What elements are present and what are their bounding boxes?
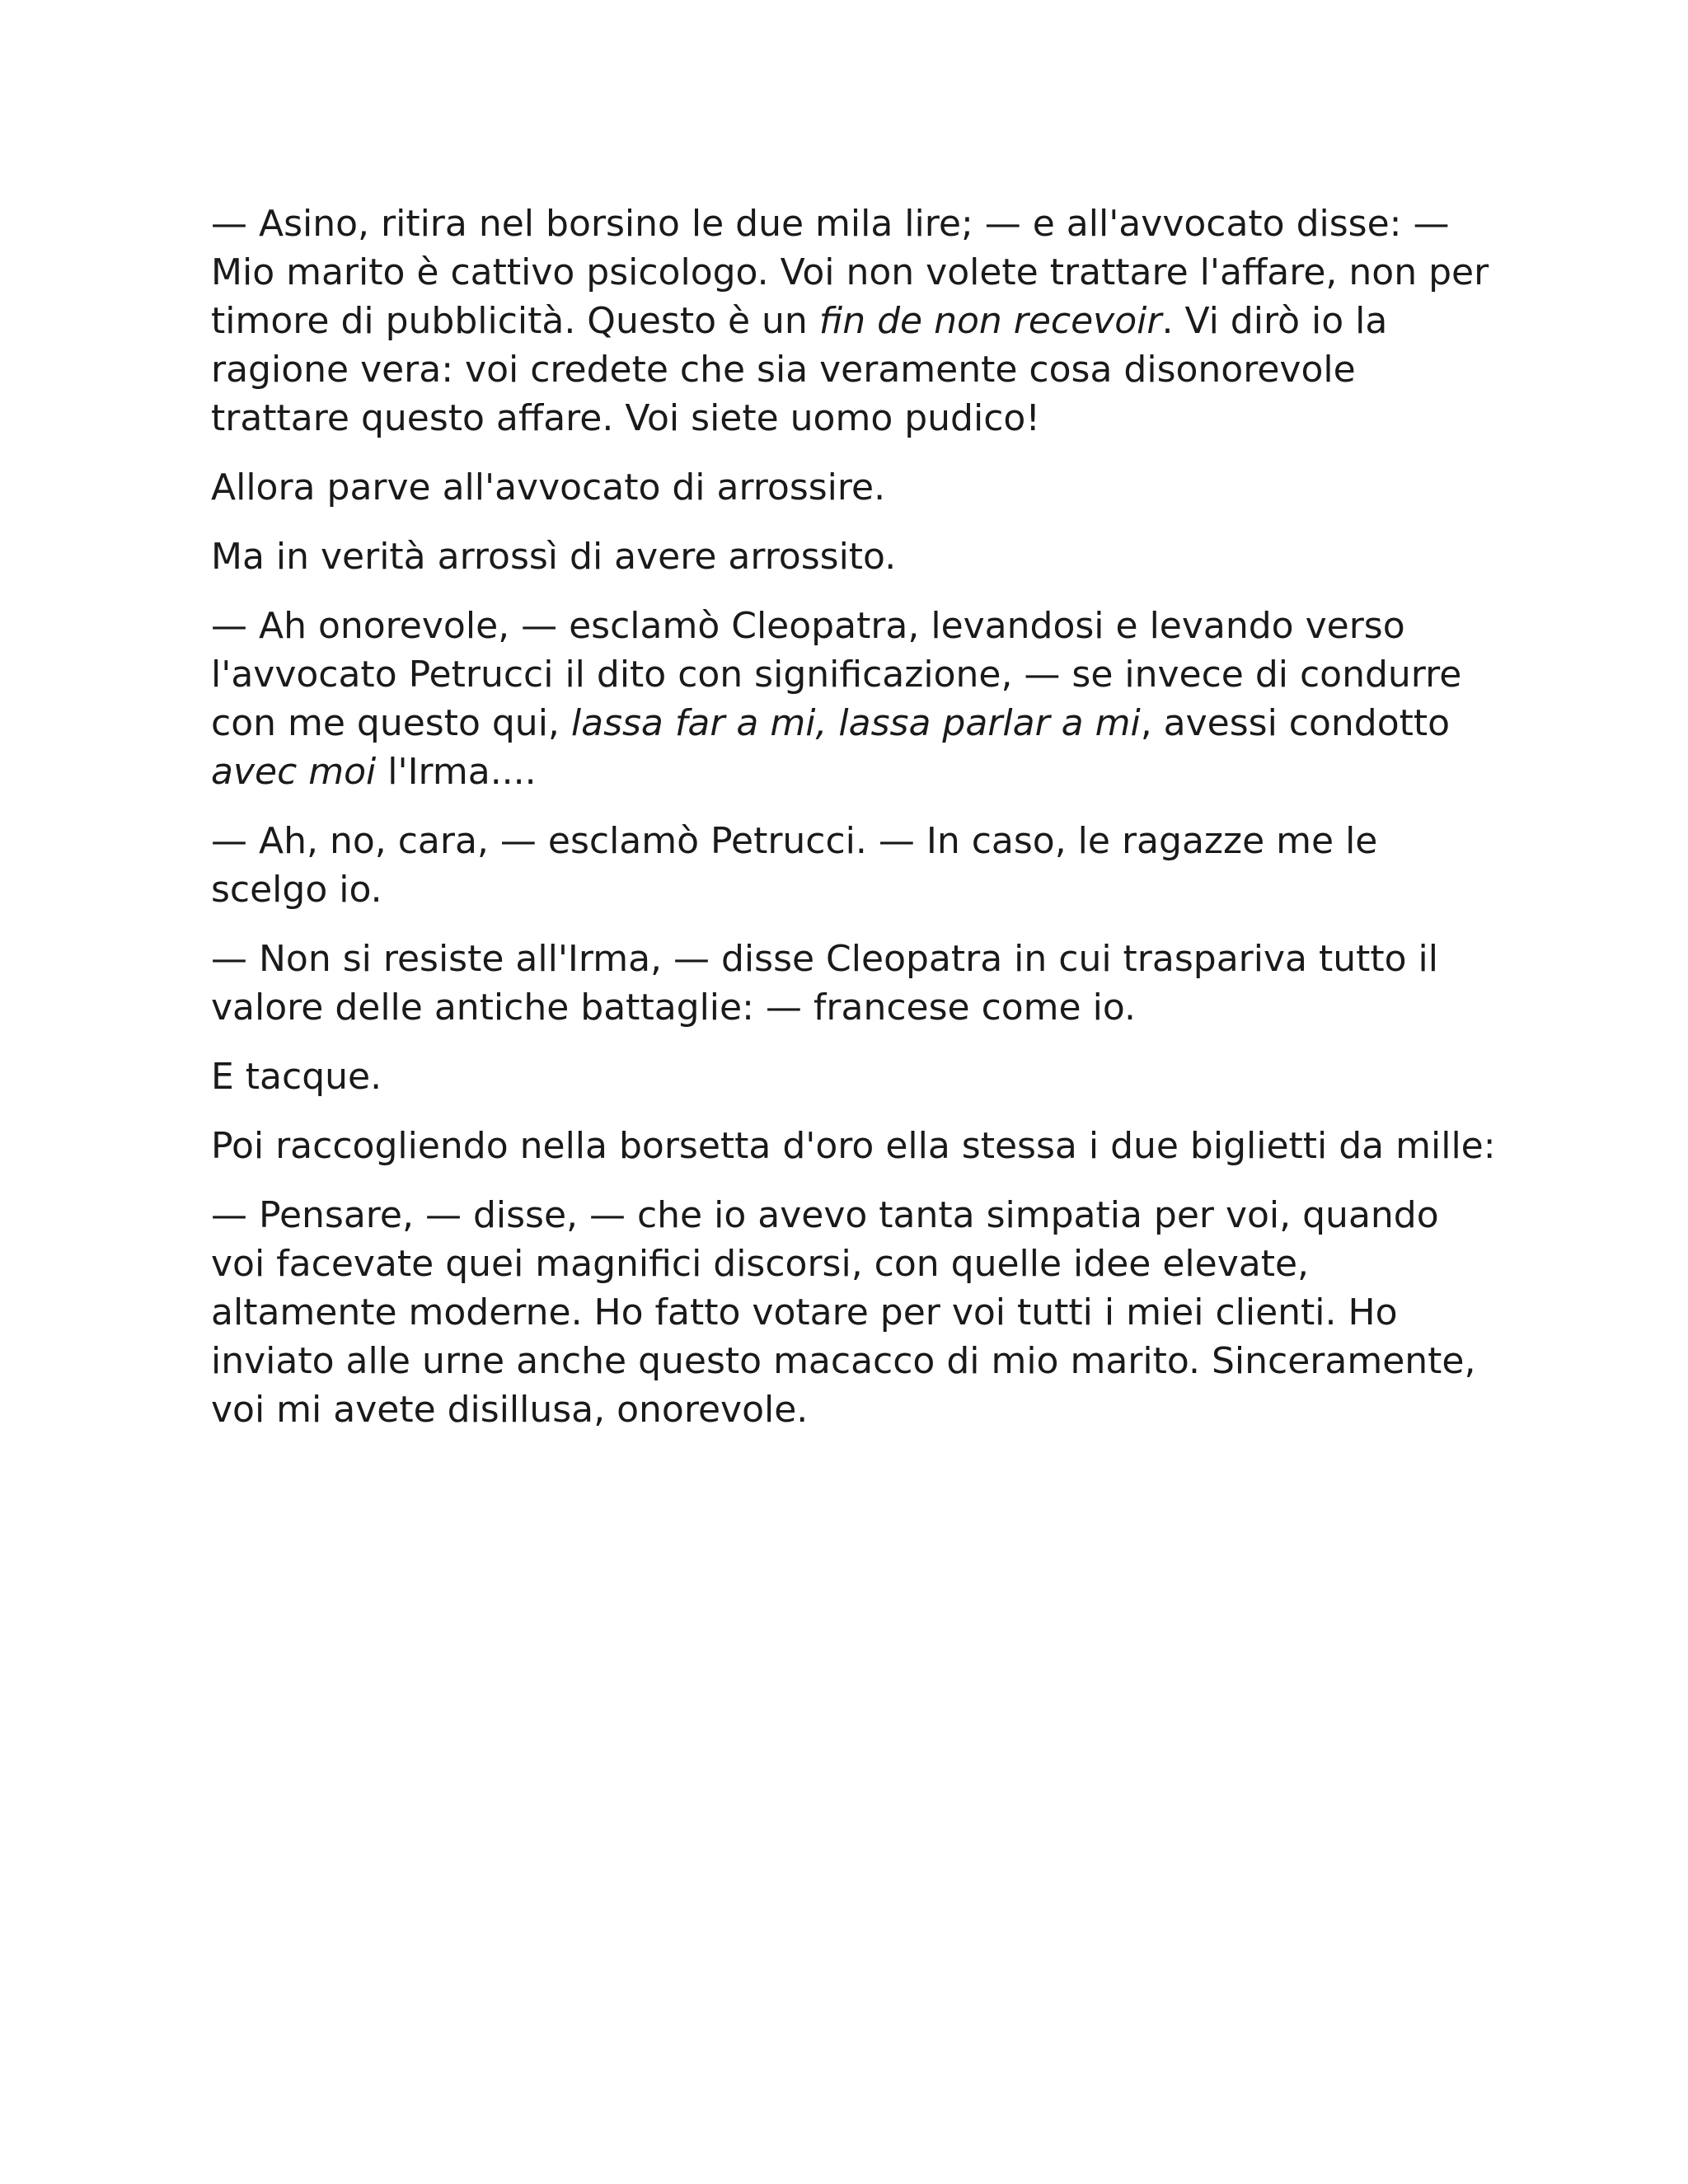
italic-text-run: avec moi: [211, 751, 377, 793]
text-run: Ma in verità arrossì di avere arrossito.: [211, 536, 897, 578]
text-run: Poi raccogliendo nella borsetta d'oro ella stessa i due biglietti da mille:: [211, 1125, 1496, 1167]
paragraph: [211, 199, 1497, 443]
text-run: — Ah, no, cara, — esclamò Petrucci. — In caso, le ragazze me le scelgo io.: [211, 820, 1378, 911]
text-run: — Non si resiste all'Irma, — disse Cleopatra in cui traspariva tutto il valore delle antiche battaglie: — francese come io.: [211, 938, 1438, 1029]
paragraph: [211, 1122, 1497, 1170]
text-run: Allora parve all'avvocato di arrossire.: [211, 466, 886, 509]
italic-text-run: lassa far a mi, lassa parlar a mi: [570, 702, 1141, 744]
text-run: l'Irma....: [376, 751, 537, 793]
paragraph: [211, 602, 1497, 796]
text-run: , avessi condotto: [1140, 702, 1451, 744]
text-run: E tacque.: [211, 1056, 382, 1098]
paragraph: [211, 935, 1497, 1032]
text-run: — Asino, ritira nel borsino le due mila lire; — e all'avvocato disse: — Mio marito è cattivo psicologo. Voi non volete trattare l'affare, non per timore di pubblicità. Questo è un: [211, 203, 1489, 342]
paragraph: [211, 463, 1497, 512]
body-text: [211, 199, 1497, 1455]
italic-text-run: fin de non recevoir: [818, 300, 1162, 342]
paragraph: [211, 817, 1497, 914]
text-run: — Pensare, — disse, — che io avevo tanta simpatia per voi, quando voi facevate quei magnifici discorsi, con quelle idee elevate, altamente moderne. Ho fatto votare per voi tutti i miei clienti. Ho inviato alle urne anche questo macacco di mio marito. Sinceramente, voi mi avete disillusa, onorevole.: [211, 1194, 1476, 1431]
text-run: . Vi dirò io la ragione vera: voi credete che sia veramente cosa disonorevole trattare questo affare. Voi siete uomo pudico!: [211, 300, 1388, 439]
paragraph: [211, 532, 1497, 581]
paragraph: [211, 1052, 1497, 1101]
paragraph: [211, 1191, 1497, 1434]
text-run: — Ah onorevole, — esclamò Cleopatra, levandosi e levando verso l'avvocato Petrucci il dito con significazione, — se invece di condurre con me questo qui,: [211, 605, 1462, 744]
